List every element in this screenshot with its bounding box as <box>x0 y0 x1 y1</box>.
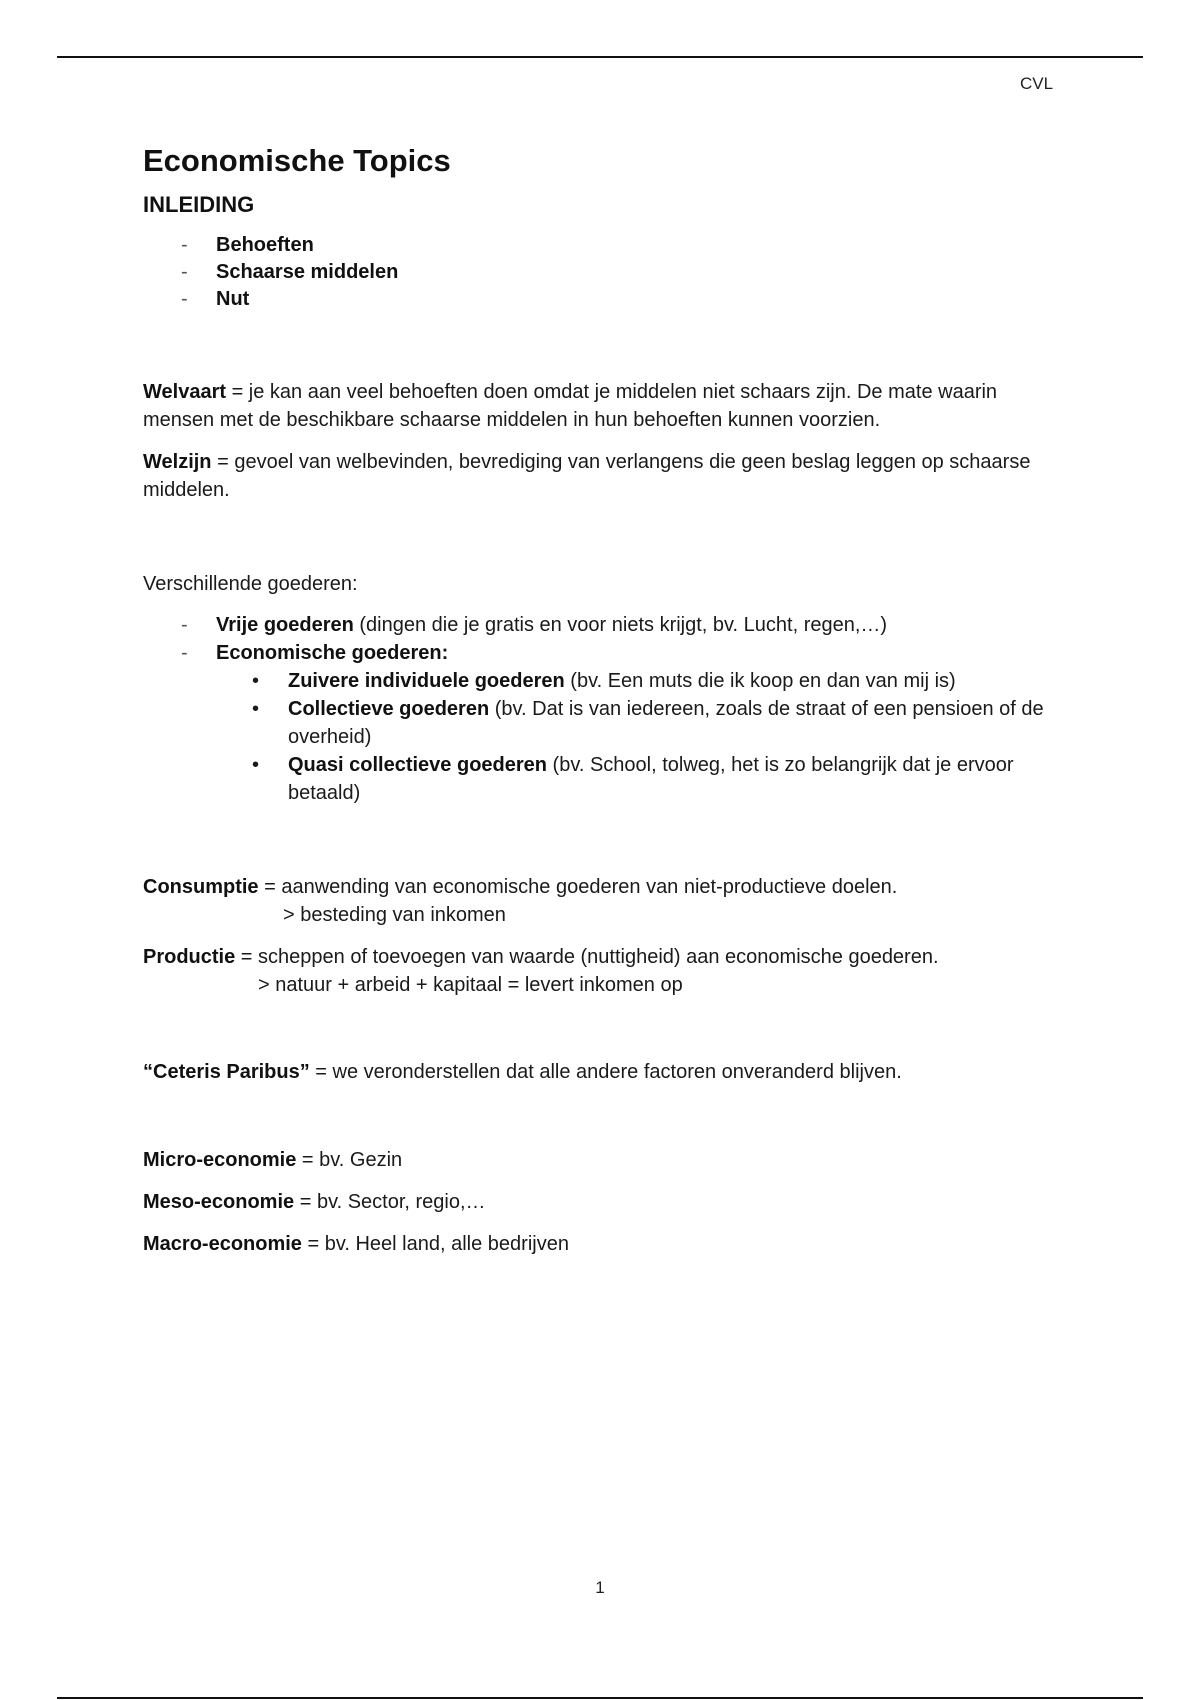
header-rule <box>57 56 1143 58</box>
list-item: - Economische goederen: • Zuivere individuele goederen (bv. Een muts die ik koop en dan van mij is) • Collectieve goederen (bv. Dat is van iedereen, zoals de straat of een pensioen of de overheid) • Quasi collectieve goederen (bv. School, tolweg, het is zo belangrijk dat je ervoor betaald) <box>143 639 1063 807</box>
list-item: - Behoeften <box>143 232 1063 259</box>
bullet-icon: • <box>252 698 260 720</box>
intro-list <box>143 232 1063 313</box>
footer-rule <box>57 1697 1143 1699</box>
goods-intro: Verschillende goederen: <box>143 573 358 595</box>
list-item: • Zuivere individuele goederen (bv. Een muts die ik koop en dan van mij is) <box>216 667 1063 695</box>
definition-meso: Meso-economie = bv. Sector, regio,… <box>143 1191 486 1213</box>
definition-welvaart: Welvaart = je kan aan veel behoeften doen omdat je middelen niet schaars zijn. De mate waarin mensen met de beschikbare schaarse middelen in hun behoeften kunnen voorzien. <box>143 381 998 431</box>
consumptie-subline: > besteding van inkomen <box>283 904 506 926</box>
definition-ceteris-paribus: “Ceteris Paribus” = we veronderstellen dat alle andere factoren onveranderd blijven. <box>143 1061 902 1083</box>
document-body <box>143 140 1063 1258</box>
definition-macro: Macro-economie = bv. Heel land, alle bedrijven <box>143 1233 569 1255</box>
bullet-icon: • <box>252 670 260 692</box>
list-item: - Vrije goederen (dingen die je gratis en voor niets krijgt, bv. Lucht, regen,…) <box>143 612 1063 639</box>
list-item: • Quasi collectieve goederen (bv. School, tolweg, het is zo belangrijk dat je ervoor betaald) <box>216 751 1063 807</box>
definition-micro: Micro-economie = bv. Gezin <box>143 1149 403 1171</box>
list-item: • Collectieve goederen (bv. Dat is van iedereen, zoals de straat of een pensioen of de overheid) <box>216 695 1063 751</box>
list-item: - Nut <box>143 286 1063 313</box>
goods-list <box>143 612 1063 807</box>
productie-subline: > natuur + arbeid + kapitaal = levert inkomen op <box>258 974 683 996</box>
bullet-icon: • <box>252 754 260 776</box>
list-item: - Schaarse middelen <box>143 259 1063 286</box>
page-title: Economische Topics <box>143 143 451 178</box>
page-number: 1 <box>595 1578 605 1597</box>
definition-consumptie: Consumptie = aanwending van economische goederen van niet-productieve doelen. <box>143 876 898 898</box>
economic-goods-sublist <box>216 667 1063 807</box>
header-label: CVL <box>1020 74 1054 93</box>
definition-welzijn: Welzijn = gevoel van welbevinden, bevrediging van verlangens die geen beslag leggen op schaarse middelen. <box>143 451 1031 501</box>
section-heading: INLEIDING <box>143 192 255 217</box>
definition-productie: Productie = scheppen of toevoegen van waarde (nuttigheid) aan economische goederen. <box>143 946 939 968</box>
